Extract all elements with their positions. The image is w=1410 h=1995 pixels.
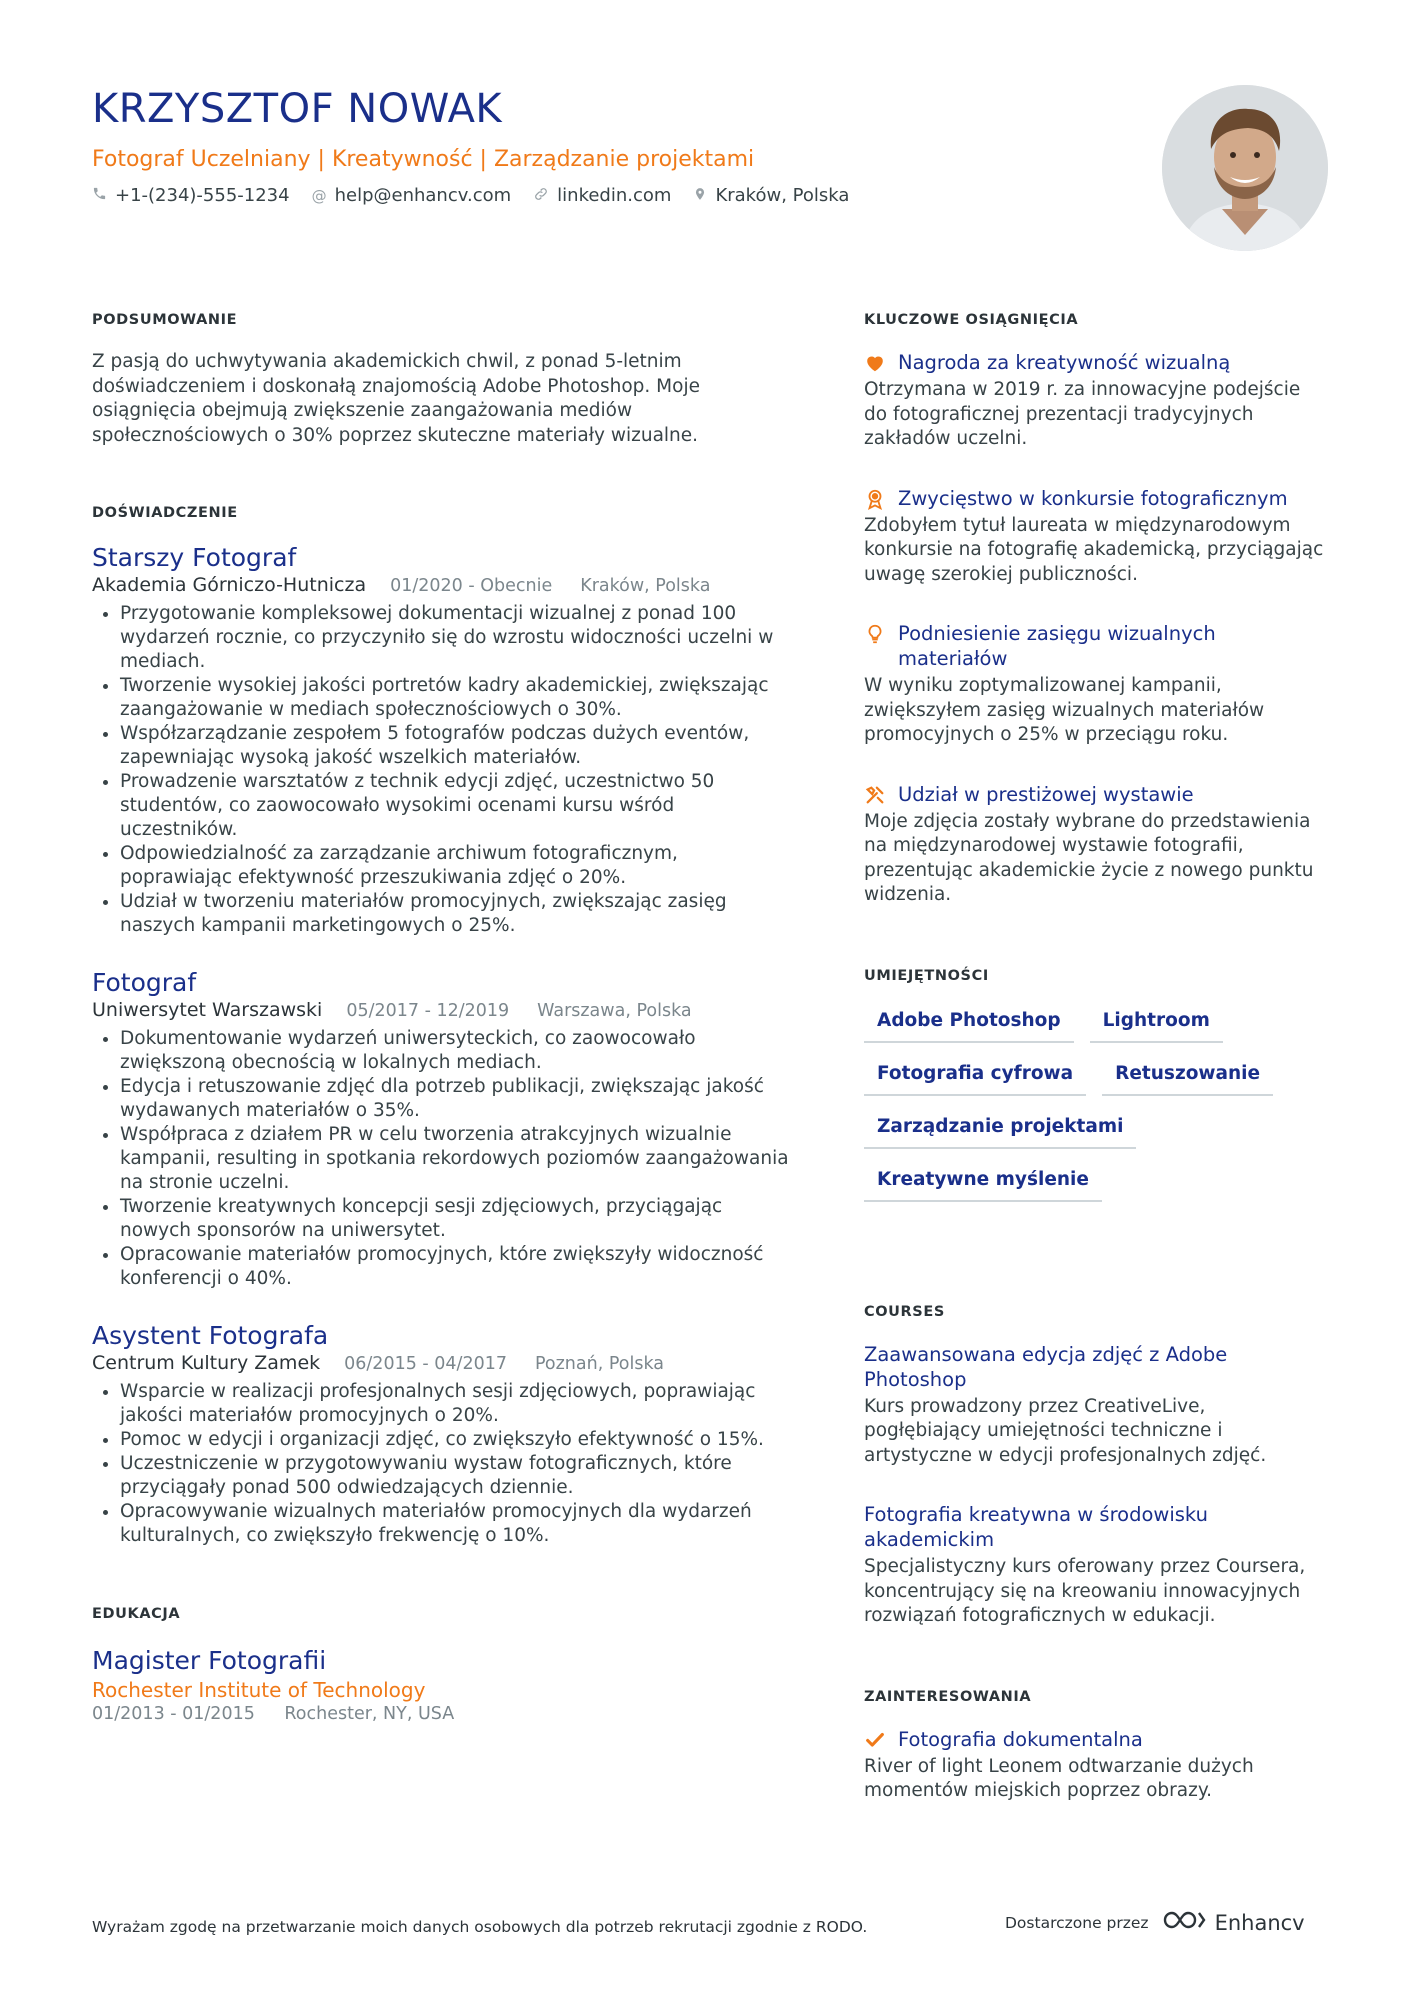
skill-tag: Zarządzanie projektami [864, 1108, 1136, 1149]
section-title-courses: COURSES [864, 1303, 945, 1320]
job-bullets [92, 1027, 792, 1291]
right-column [864, 312, 1324, 1804]
achievements-section [864, 312, 1324, 908]
section-title-interests: ZAINTERESOWANIA [864, 1688, 1032, 1705]
edu-school: Rochester Institute of Technology [92, 1678, 426, 1702]
interest-desc: River of light Leonem odtwarzanie dużych momentów miejskich poprzez obrazy. [864, 1755, 1254, 1801]
check-icon [864, 1729, 886, 1751]
job-bullet: • Współpraca z działem PR w celu tworzenia atrakcyjnych wizualnie kampanii, resulting in spotkania rekordowych poziomów zaangażowania na stronie uczelni. [120, 1123, 792, 1195]
left-column [92, 312, 792, 1724]
job-entry [92, 968, 792, 1291]
job-dates: 06/2015 - 04/2017 [344, 1354, 507, 1374]
job-bullet: • Prowadzenie warsztatów z technik edycji zdjęć, uczestnictwo 50 studentów, co zaowocowało wysokimi ocenami kursu wśród uczestników. [120, 770, 792, 842]
section-title-skills: UMIEJĘTNOŚCI [864, 967, 989, 984]
course-title: Zaawansowana edycja zdjęć z Adobe Photoshop [864, 1342, 1228, 1391]
job-bullet: • Tworzenie kreatywnych koncepcji sesji zdjęciowych, przyciągając nowych sponsorów na uniwersytet. [120, 1195, 792, 1243]
job-bullet: • Współzarządzanie zespołem 5 fotografów podczas dużych eventów, zapewniając wysoką jakość wszelkich materiałów. [120, 722, 792, 770]
achievement-desc: W wyniku zoptymalizowanej kampanii, zwiększyłem zasięg wizualnych materiałów promocyjnych o 25% w przeciągu roku. [864, 675, 1265, 745]
skills-list [864, 1002, 1324, 1214]
course-desc: Kurs prowadzony przez CreativeLive, pogłębiający umiejętności techniczne i artystyczne w edycji profesjonalnych zdjęć. [864, 1395, 1267, 1466]
job-company: Centrum Kultury Zamek [92, 1352, 321, 1374]
section-title-experience: DOŚWIADCZENIE [92, 505, 238, 521]
job-bullet: • Pomoc w edycji i organizacji zdjęć, co zwiększyło efektywność o 15%. [120, 1428, 792, 1452]
skill-tag: Fotografia cyfrowa [864, 1055, 1086, 1096]
job-meta [92, 1352, 792, 1374]
achievement-item [864, 621, 1324, 748]
course-item [864, 1342, 1324, 1469]
infinity-icon [1161, 1908, 1207, 1937]
skill-tag: Kreatywne myślenie [864, 1161, 1102, 1202]
powered-by[interactable] [1005, 1908, 1305, 1937]
course-desc: Specjalistyczny kurs oferowany przez Coursera, koncentrujący się na kreowaniu innowacyjnych rozwiązań fotograficznych w edukacji. [864, 1556, 1306, 1626]
job-bullet: • Odpowiedzialność za zarządzanie archiwum fotograficznym, poprawiając efektywność przeszukiwania zdjęć o 20%. [120, 842, 792, 890]
skill-tag: Retuszowanie [1102, 1055, 1273, 1096]
phone-text: +1-(234)-555-1234 [115, 185, 290, 206]
candidate-name: KRZYSZTOF NOWAK [92, 86, 503, 132]
summary-text: Z pasją do uchwytywania akademickich chwil, z ponad 5-letnim doświadczeniem i doskonałą znajomością Adobe Photoshop. Moje osiągnięcia obejmują zwiększenie zaangażowania mediów społecznościowych o 30% poprzez skuteczne materiały wizualne. [92, 351, 700, 446]
achievement-title: Zwycięstwo w konkursie fotograficznym [898, 486, 1288, 510]
course-item [864, 1502, 1324, 1629]
contact-email[interactable] [312, 185, 512, 206]
course-title: Fotografia kreatywna w środowisku akademickim [864, 1503, 1208, 1551]
job-company: Uniwersytet Warszawski [92, 999, 323, 1021]
achievement-title: Podniesienie zasięgu wizualnych materiałów [898, 622, 1216, 670]
achievement-title: Nagroda za kreatywność wizualną [898, 351, 1231, 374]
edu-location: Rochester, NY, USA [284, 1704, 455, 1724]
contact-bar [92, 185, 849, 206]
job-title: Asystent Fotografa [92, 1321, 329, 1350]
brand-logo [1161, 1908, 1305, 1937]
job-location: Warszawa, Polska [537, 1001, 692, 1021]
location-text: Kraków, Polska [715, 185, 850, 206]
job-bullet: • Opracowanie materiałów promocyjnych, które zwiększyły widoczność konferencji o 40%. [120, 1243, 792, 1291]
job-location: Kraków, Polska [580, 576, 711, 596]
job-bullet: • Edycja i retuszowanie zdjęć dla potrzeb publikacji, zwiększając jakość wydawanych materiałów o 35%. [120, 1075, 792, 1123]
award-icon [864, 488, 886, 510]
interests-section [864, 1689, 1324, 1804]
section-title-education: EDUKACJA [92, 1606, 181, 1622]
achievement-item [864, 782, 1324, 908]
job-bullets [92, 602, 792, 938]
achievement-desc: Moje zdjęcia zostały wybrane do przedstawienia na międzynarodowej wystawie fotografii, prezentując akademickie życie z nowego punktu widzenia. [864, 810, 1314, 905]
contact-linkedin[interactable] [533, 185, 671, 206]
summary-section [92, 312, 792, 448]
section-title-summary: PODSUMOWANIE [92, 312, 238, 328]
job-title: Starszy Fotograf [92, 543, 297, 572]
achievement-title: Udział w prestiżowej wystawie [898, 782, 1194, 806]
consent-text: Wyrażam zgodę na przetwarzanie moich danych osobowych dla potrzeb rekrutacji zgodnie z RODO. [92, 1918, 868, 1936]
at-icon: @ [311, 186, 327, 205]
job-dates: 01/2020 - Obecnie [390, 576, 553, 596]
contact-location [693, 185, 849, 206]
job-title: Fotograf [92, 968, 197, 997]
contact-phone[interactable] [92, 185, 290, 206]
job-bullet: • Przygotowanie kompleksowej dokumentacji wizualnej z ponad 100 wydarzeń rocznie, co przyczyniło się do wzrostu widoczności uczelni w mediach. [120, 602, 792, 674]
edu-meta [92, 1704, 792, 1724]
education-section [92, 1606, 792, 1724]
skill-tag: Lightroom [1090, 1002, 1223, 1043]
achievement-desc: Zdobyłem tytuł laureata w międzynarodowym konkursie na fotografię akademicką, przyciągając uwagę szerokiej publiczności. [864, 514, 1324, 585]
brand-name: Enhancv [1214, 1910, 1305, 1935]
courses-section [864, 1304, 1324, 1629]
job-company: Akademia Górniczo-Hutnicza [92, 574, 367, 596]
linkedin-text: linkedin.com [557, 185, 672, 206]
job-bullets [92, 1380, 792, 1548]
interest-title: Fotografia dokumentalna [898, 1727, 1143, 1751]
phone-icon [92, 186, 107, 205]
powered-by-label: Dostarczone przez [1005, 1913, 1149, 1932]
job-dates: 05/2017 - 12/2019 [346, 1001, 510, 1021]
job-location: Poznań, Polska [534, 1354, 665, 1374]
job-meta [92, 574, 792, 596]
job-meta [92, 999, 792, 1021]
profile-photo [1162, 85, 1328, 251]
email-text: help@enhancv.com [334, 185, 512, 206]
heart-icon [864, 352, 886, 374]
section-title-achievements: KLUCZOWE OSIĄGNIĘCIA [864, 312, 1079, 328]
achievement-item [864, 486, 1324, 588]
achievement-desc: Otrzymana w 2019 r. za innowacyjne podejście do fotograficznej prezentacji tradycyjnych zakładów uczelni. [864, 379, 1301, 449]
skills-section [864, 968, 1324, 1214]
tools-icon [864, 784, 886, 806]
job-entry [92, 543, 792, 938]
job-bullet: • Udział w tworzeniu materiałów promocyjnych, zwiększając zasięg naszych kampanii marketingowych o 25%. [120, 890, 792, 938]
headline: Fotograf Uczelniany | Kreatywność | Zarządzanie projektami [92, 147, 755, 172]
edu-degree: Magister Fotografii [92, 1646, 327, 1675]
job-bullet: • Tworzenie wysokiej jakości portretów kadry akademickiej, zwiększając zaangażowanie w mediach społecznościowych o 30%. [120, 674, 792, 722]
lightbulb-icon [864, 623, 886, 645]
job-bullet: • Opracowywanie wizualnych materiałów promocyjnych dla wydarzeń kulturalnych, co zwiększyło frekwencję o 10%. [120, 1500, 792, 1548]
edu-dates: 01/2013 - 01/2015 [92, 1704, 255, 1724]
link-icon [533, 186, 549, 206]
interest-item [864, 1727, 1324, 1804]
job-entry [92, 1321, 792, 1548]
achievement-item [864, 350, 1324, 452]
job-bullet: • Uczestniczenie w przygotowywaniu wystaw fotograficznych, które przyciągały ponad 500 odwiedzających dziennie. [120, 1452, 792, 1500]
experience-section [92, 505, 792, 1548]
location-pin-icon [693, 186, 707, 206]
skill-tag: Adobe Photoshop [864, 1002, 1074, 1043]
job-bullet: • Dokumentowanie wydarzeń uniwersyteckich, co zaowocowało zwiększoną obecnością w lokalnych mediach. [120, 1027, 792, 1075]
job-bullet: • Wsparcie w realizacji profesjonalnych sesji zdjęciowych, poprawiając jakości materiałów promocyjnych o 20%. [120, 1380, 792, 1428]
